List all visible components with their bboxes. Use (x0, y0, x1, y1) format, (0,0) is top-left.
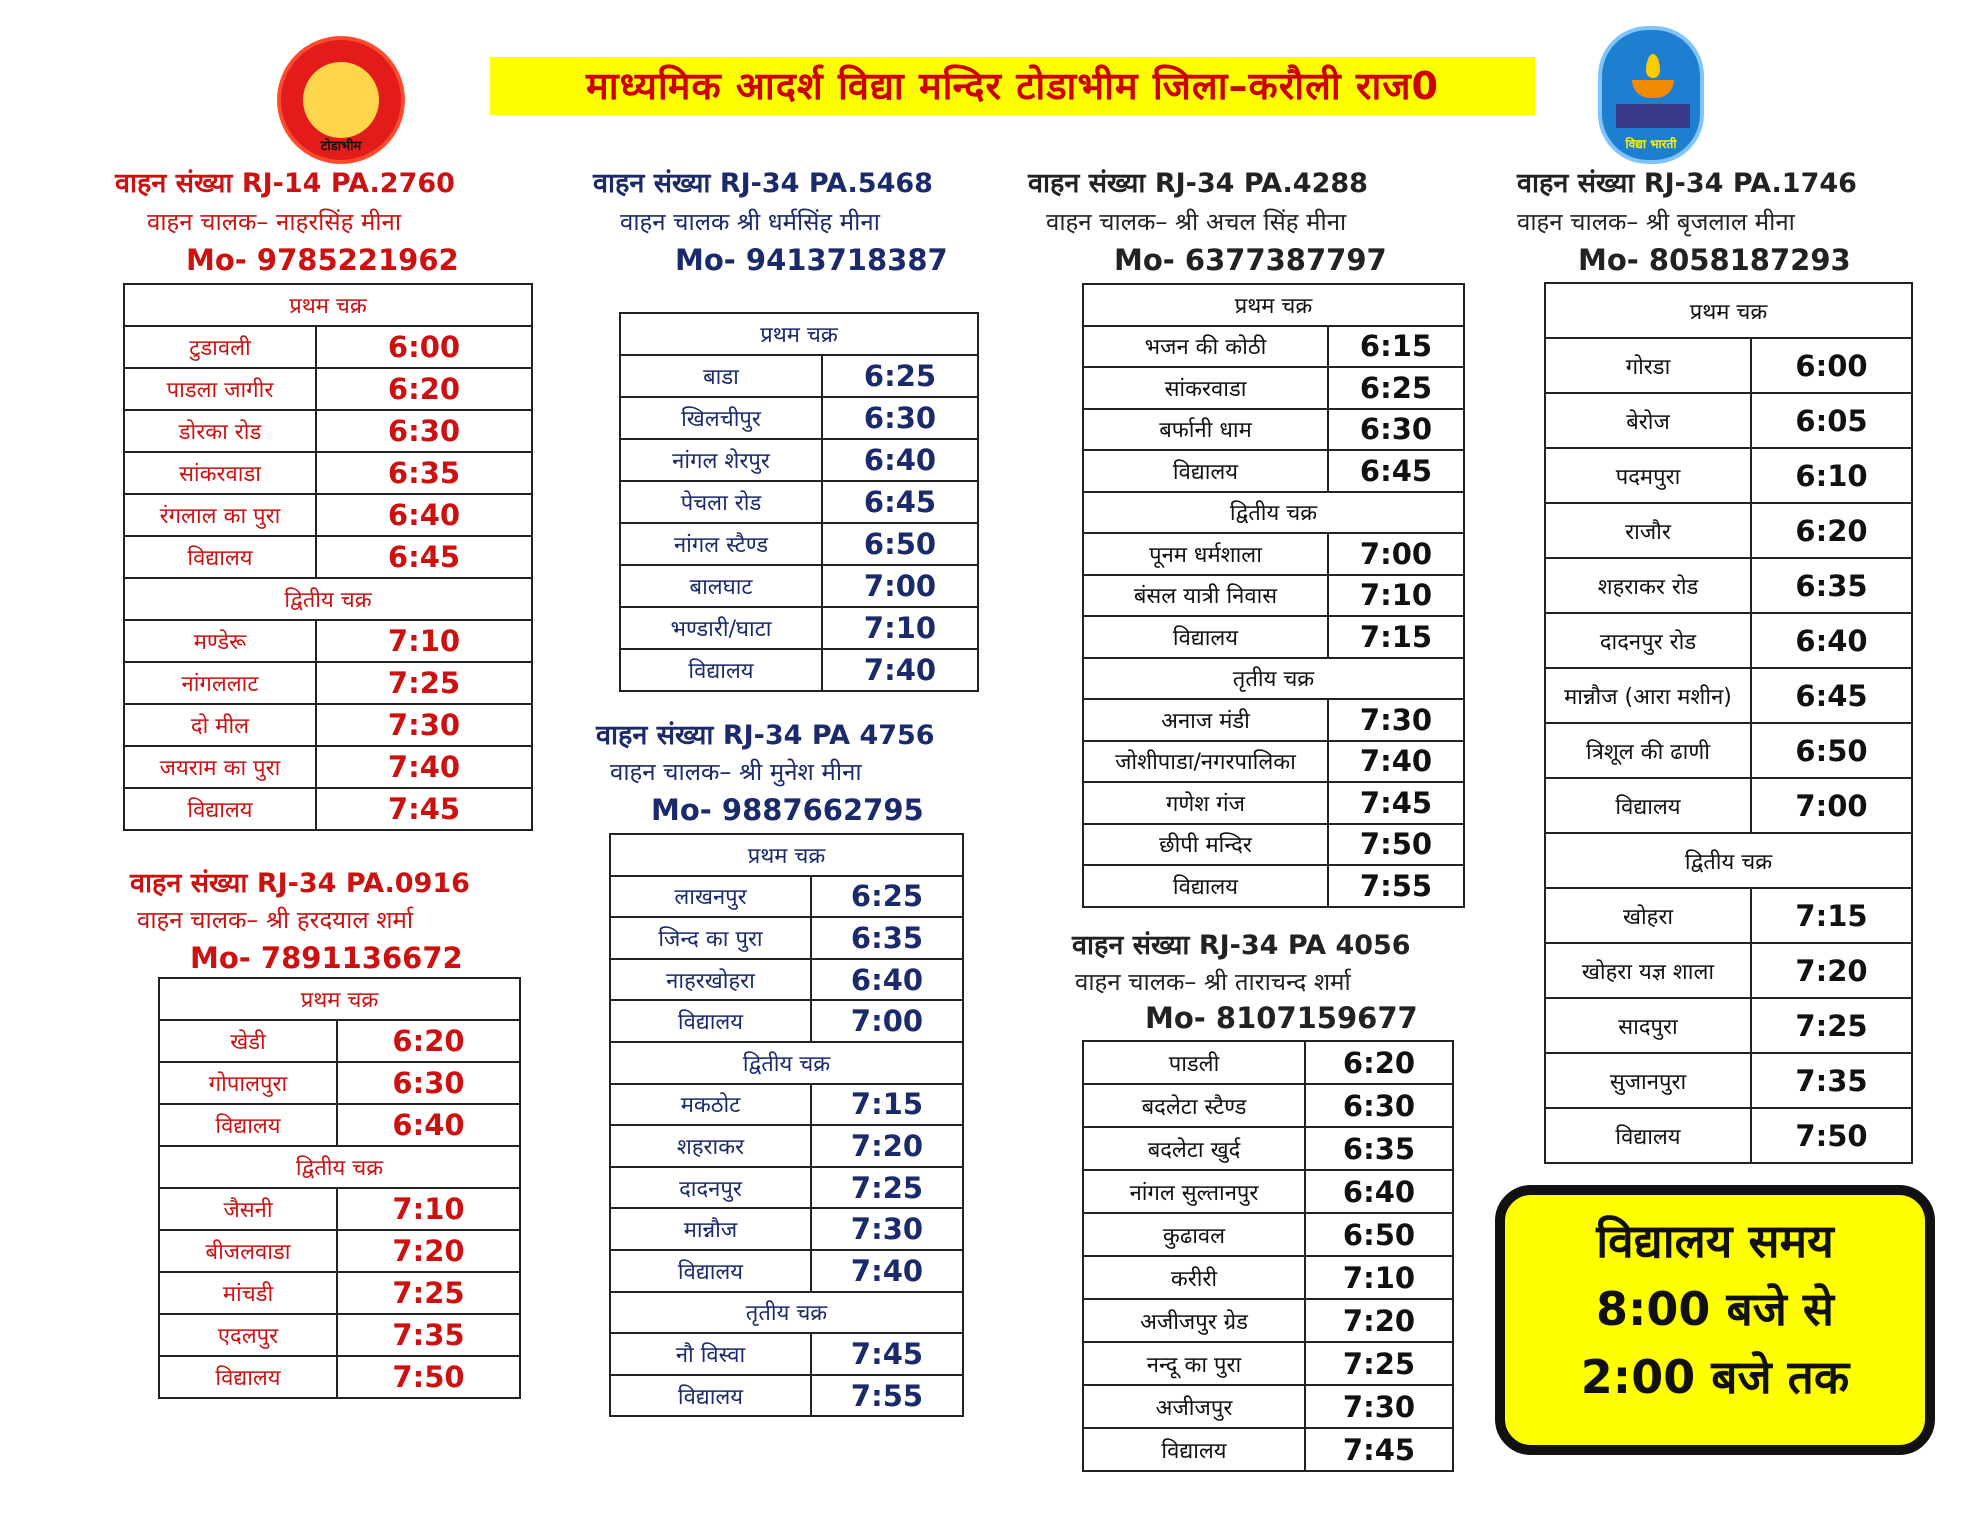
stop-time: 6:30 (822, 397, 978, 439)
table-row (124, 788, 532, 830)
table-row (1083, 1127, 1453, 1170)
table-row (1083, 824, 1464, 866)
stop-name: सुजानपुरा (1545, 1053, 1751, 1108)
route-table (1544, 282, 1913, 1164)
stop-name: खिलचीपुर (620, 397, 822, 439)
section-label: द्वितीय चक्र (1083, 492, 1464, 534)
table-row (159, 1356, 520, 1398)
stop-name: नांगललाट (124, 662, 316, 704)
table-row (159, 1230, 520, 1272)
stop-name: जोशीपाडा/नगरपालिका (1083, 741, 1328, 783)
stop-time: 6:15 (1328, 326, 1464, 368)
lamp-icon (1632, 80, 1674, 98)
stop-time: 6:35 (316, 452, 532, 494)
section-label: प्रथम चक्र (1083, 284, 1464, 326)
stop-name: अजीजपुर (1083, 1385, 1305, 1428)
route-table (619, 312, 979, 692)
section-label: द्वितीय चक्र (124, 578, 532, 620)
stop-name: जिन्द का पुरा (610, 917, 811, 959)
table-row (620, 649, 978, 691)
table-row (159, 1314, 520, 1356)
stop-time: 6:45 (1751, 668, 1912, 723)
logo-left-sub: टोडाभीम (320, 139, 362, 154)
table-row (1545, 998, 1912, 1053)
table-row (610, 1250, 963, 1292)
stop-time: 6:40 (316, 494, 532, 536)
stop-name: बदलेटा खुर्द (1083, 1127, 1305, 1170)
stop-time: 7:40 (316, 746, 532, 788)
vehicle-number: वाहन संख्या RJ-14 PA.2760 (115, 168, 455, 199)
stop-name: सादपुरा (1545, 998, 1751, 1053)
table-row (620, 565, 978, 607)
stop-time: 6:25 (1328, 367, 1464, 409)
logo-emblem (303, 62, 379, 138)
stop-time: 7:20 (337, 1230, 520, 1272)
stop-name: विद्यालय (1545, 778, 1751, 833)
section-row (124, 284, 532, 326)
stop-time: 7:45 (316, 788, 532, 830)
table-row (1545, 448, 1912, 503)
stop-time: 6:50 (1305, 1213, 1453, 1256)
vehicle-mobile: Mo- 9785221962 (186, 243, 459, 277)
table-row (124, 452, 532, 494)
section-label: प्रथम चक्र (610, 834, 963, 876)
stop-time: 6:00 (316, 326, 532, 368)
stop-name: दो मील (124, 704, 316, 746)
vehicle-driver: वाहन चालक– श्री अचल सिंह मीना (1046, 208, 1347, 236)
table-row (610, 1375, 963, 1417)
stop-name: विद्यालय (159, 1356, 337, 1398)
table-row (620, 481, 978, 523)
vehicle-driver: वाहन चालक– श्री ताराचन्द शर्मा (1075, 968, 1351, 996)
table-row (124, 662, 532, 704)
vehicle-driver: वाहन चालक– श्री बृजलाल मीना (1517, 208, 1795, 236)
stop-name: बाडा (620, 355, 822, 397)
stop-name: करीरी (1083, 1256, 1305, 1299)
stop-name: शहराकर रोड (1545, 558, 1751, 613)
table-row (1083, 450, 1464, 492)
section-label: तृतीय चक्र (1083, 658, 1464, 700)
table-row (1083, 1385, 1453, 1428)
stop-time: 6:30 (316, 410, 532, 452)
stop-name: विद्यालय (1545, 1108, 1751, 1163)
table-row (124, 368, 532, 410)
stop-name: विद्यालय (620, 649, 822, 691)
section-row (1083, 492, 1464, 534)
table-row (1545, 778, 1912, 833)
table-row (1545, 943, 1912, 998)
stop-name: नाहरखोहरा (610, 959, 811, 1001)
stop-time: 6:35 (1305, 1127, 1453, 1170)
table-row (610, 917, 963, 959)
table-row (1083, 741, 1464, 783)
section-label: तृतीय चक्र (610, 1292, 963, 1334)
school-timing-end: 2:00 बजे तक (1580, 1350, 1850, 1404)
stop-name: खेडी (159, 1020, 337, 1062)
vehicle-mobile: Mo- 7891136672 (190, 941, 463, 975)
table-row (620, 355, 978, 397)
table-row (1545, 613, 1912, 668)
section-label: द्वितीय चक्र (610, 1042, 963, 1084)
stop-time: 6:45 (316, 536, 532, 578)
stop-time: 7:55 (1328, 865, 1464, 907)
stop-name: पाडला जागीर (124, 368, 316, 410)
stop-name: विद्यालय (610, 1000, 811, 1042)
table-row (610, 1167, 963, 1209)
section-row (1545, 283, 1912, 338)
table-row (1545, 393, 1912, 448)
lamp-flame-icon (1646, 54, 1660, 78)
stop-time: 6:35 (1751, 558, 1912, 613)
stop-name: मान्नौज (610, 1208, 811, 1250)
table-row (1083, 699, 1464, 741)
stop-time: 7:25 (316, 662, 532, 704)
table-row (610, 959, 963, 1001)
stop-time: 7:10 (316, 620, 532, 662)
stop-time: 6:40 (822, 439, 978, 481)
table-row (1545, 723, 1912, 778)
table-row (124, 410, 532, 452)
stop-time: 6:45 (1328, 450, 1464, 492)
stop-time: 7:55 (811, 1375, 963, 1417)
section-row (124, 578, 532, 620)
stop-name: विद्यालय (610, 1250, 811, 1292)
table-row (1083, 782, 1464, 824)
section-row (610, 1292, 963, 1334)
stop-time: 7:15 (1751, 888, 1912, 943)
table-row (610, 1208, 963, 1250)
table-row (1083, 865, 1464, 907)
stop-time: 6:35 (811, 917, 963, 959)
route-table (1082, 1040, 1454, 1472)
table-row (1545, 1053, 1912, 1108)
stop-time: 6:40 (1751, 613, 1912, 668)
table-row (1083, 616, 1464, 658)
stop-time: 6:20 (1751, 503, 1912, 558)
stop-time: 7:40 (1328, 741, 1464, 783)
stop-time: 7:30 (811, 1208, 963, 1250)
stop-name: त्रिशूल की ढाणी (1545, 723, 1751, 778)
vehicle-mobile: Mo- 8107159677 (1145, 1001, 1418, 1035)
stop-name: बर्फानी धाम (1083, 409, 1328, 451)
section-label: प्रथम चक्र (159, 978, 520, 1020)
stop-time: 7:45 (1328, 782, 1464, 824)
stop-name: मांचडी (159, 1272, 337, 1314)
vehicle-mobile: Mo- 8058187293 (1578, 243, 1851, 277)
stop-name: कुढावल (1083, 1213, 1305, 1256)
stop-name: खोहरा (1545, 888, 1751, 943)
stop-name: राजौर (1545, 503, 1751, 558)
school-timing-title: विद्यालय समय (1596, 1214, 1834, 1268)
table-row (1083, 1256, 1453, 1299)
table-row (1083, 1084, 1453, 1127)
stop-time: 7:25 (337, 1272, 520, 1314)
table-row (124, 326, 532, 368)
table-row (1083, 575, 1464, 617)
stop-time: 7:30 (1305, 1385, 1453, 1428)
vehicle-driver: वाहन चालक– नाहरसिंह मीना (147, 208, 402, 236)
vehicle-driver: वाहन चालक– श्री हरदयाल शर्मा (137, 906, 414, 934)
stop-time: 6:40 (811, 959, 963, 1001)
vehicle-driver: वाहन चालक श्री धर्मसिंह मीना (620, 208, 880, 236)
stop-time: 7:50 (1751, 1108, 1912, 1163)
stop-name: एदलपुर (159, 1314, 337, 1356)
stop-time: 6:25 (811, 876, 963, 918)
vehicle-mobile: Mo- 9887662795 (651, 793, 924, 827)
stop-name: विद्यालय (1083, 616, 1328, 658)
section-row (159, 978, 520, 1020)
table-row (1083, 326, 1464, 368)
table-row (124, 746, 532, 788)
table-row (1545, 888, 1912, 943)
table-row (159, 1188, 520, 1230)
stop-time: 7:50 (337, 1356, 520, 1398)
stop-time: 7:35 (1751, 1053, 1912, 1108)
stop-time: 7:25 (811, 1167, 963, 1209)
stop-name: पदमपुरा (1545, 448, 1751, 503)
vehicle-number: वाहन संख्या RJ-34 PA.4288 (1028, 168, 1368, 199)
stop-name: नांगल स्टैण्ड (620, 523, 822, 565)
vehicle-mobile: Mo- 6377387797 (1114, 243, 1387, 277)
table-row (124, 704, 532, 746)
stop-time: 7:20 (811, 1125, 963, 1167)
stop-time: 6:40 (1305, 1170, 1453, 1213)
stop-name: विद्यालय (610, 1375, 811, 1417)
table-row (620, 523, 978, 565)
stop-name: जयराम का पुरा (124, 746, 316, 788)
stop-name: डोरका रोड (124, 410, 316, 452)
school-timing-box (1495, 1185, 1935, 1455)
stop-time: 6:10 (1751, 448, 1912, 503)
stop-name: विद्यालय (1083, 865, 1328, 907)
section-label: द्वितीय चक्र (159, 1146, 520, 1188)
stop-name: बदलेटा स्टैण्ड (1083, 1084, 1305, 1127)
stop-time: 7:20 (1751, 943, 1912, 998)
stop-time: 6:50 (822, 523, 978, 565)
route-table (123, 283, 533, 831)
logo-right-sub: विद्या भारती (1625, 137, 1677, 151)
table-row (1545, 668, 1912, 723)
stop-name: गोपालपुरा (159, 1062, 337, 1104)
stop-name: मण्डेरू (124, 620, 316, 662)
stop-name: विद्यालय (124, 536, 316, 578)
stop-time: 7:15 (1328, 616, 1464, 658)
section-label: द्वितीय चक्र (1545, 833, 1912, 888)
school-logo-left (277, 36, 405, 164)
page-title: माध्यमिक आदर्श विद्या मन्दिर टोडाभीम जिला–करौली राज0 (490, 57, 1535, 115)
stop-time: 7:30 (1328, 699, 1464, 741)
table-row (1083, 1342, 1453, 1385)
table-row (1083, 367, 1464, 409)
stop-time: 6:40 (337, 1104, 520, 1146)
stop-name: रंगलाल का पुरा (124, 494, 316, 536)
section-row (620, 313, 978, 355)
stop-name: अजीजपुर ग्रेड (1083, 1299, 1305, 1342)
stop-name: शहराकर (610, 1125, 811, 1167)
stop-time: 7:10 (822, 607, 978, 649)
stop-name: विद्यालय (124, 788, 316, 830)
stop-name: नन्दू का पुरा (1083, 1342, 1305, 1385)
stop-time: 6:05 (1751, 393, 1912, 448)
stop-time: 7:45 (1305, 1428, 1453, 1471)
stop-time: 7:40 (822, 649, 978, 691)
table-row (1083, 1213, 1453, 1256)
table-row (620, 439, 978, 481)
stop-time: 7:35 (337, 1314, 520, 1356)
stop-time: 6:20 (316, 368, 532, 410)
route-table (609, 833, 964, 1417)
vehicle-number: वाहन संख्या RJ-34 PA 4756 (596, 720, 935, 751)
table-row (1083, 409, 1464, 451)
stop-time: 7:30 (316, 704, 532, 746)
table-row (1083, 533, 1464, 575)
vehicle-number: वाहन संख्या RJ-34 PA 4056 (1072, 930, 1411, 961)
stop-name: दादनपुर (610, 1167, 811, 1209)
section-label: प्रथम चक्र (124, 284, 532, 326)
stop-time: 6:30 (1328, 409, 1464, 451)
book-icon (1616, 104, 1690, 128)
stop-time: 7:50 (1328, 824, 1464, 866)
stop-time: 7:00 (1751, 778, 1912, 833)
stop-name: बीजलवाडा (159, 1230, 337, 1272)
stop-time: 7:45 (811, 1333, 963, 1375)
stop-time: 6:30 (337, 1062, 520, 1104)
table-row (620, 397, 978, 439)
vehicle-mobile: Mo- 9413718387 (675, 243, 948, 277)
stop-time: 7:40 (811, 1250, 963, 1292)
stop-name: लाखनपुर (610, 876, 811, 918)
table-row (1083, 1299, 1453, 1342)
stop-name: बंसल यात्री निवास (1083, 575, 1328, 617)
table-row (124, 494, 532, 536)
table-row (1083, 1428, 1453, 1471)
table-row (1083, 1041, 1453, 1084)
table-row (610, 1333, 963, 1375)
table-row (1545, 338, 1912, 393)
section-row (610, 1042, 963, 1084)
stop-time: 7:25 (1305, 1342, 1453, 1385)
stop-time: 7:25 (1751, 998, 1912, 1053)
stop-time: 7:20 (1305, 1299, 1453, 1342)
section-row (1083, 658, 1464, 700)
stop-time: 7:00 (822, 565, 978, 607)
stop-name: नांगल शेरपुर (620, 439, 822, 481)
route-table (1082, 283, 1465, 908)
stop-time: 6:30 (1305, 1084, 1453, 1127)
stop-time: 7:00 (811, 1000, 963, 1042)
stop-time: 6:45 (822, 481, 978, 523)
stop-name: छीपी मन्दिर (1083, 824, 1328, 866)
table-row (610, 1125, 963, 1167)
table-row (159, 1020, 520, 1062)
vehicle-number: वाहन संख्या RJ-34 PA.1746 (1517, 168, 1857, 199)
stop-name: दादनपुर रोड (1545, 613, 1751, 668)
stop-name: अनाज मंडी (1083, 699, 1328, 741)
stop-time: 7:10 (1328, 575, 1464, 617)
vehicle-driver: वाहन चालक– श्री मुनेश मीना (610, 758, 862, 786)
vehicle-number: वाहन संख्या RJ-34 PA.0916 (130, 868, 470, 899)
school-timing-start: 8:00 बजे से (1596, 1282, 1834, 1336)
stop-name: विद्यालय (1083, 450, 1328, 492)
section-label: प्रथम चक्र (1545, 283, 1912, 338)
table-row (124, 536, 532, 578)
table-row (1545, 1108, 1912, 1163)
section-row (159, 1146, 520, 1188)
stop-time: 6:50 (1751, 723, 1912, 778)
section-row (1545, 833, 1912, 888)
stop-name: नौ विस्वा (610, 1333, 811, 1375)
stop-time: 7:00 (1328, 533, 1464, 575)
table-row (610, 1084, 963, 1126)
stop-name: नांगल सुल्तानपुर (1083, 1170, 1305, 1213)
table-row (159, 1062, 520, 1104)
stop-name: पूनम धर्मशाला (1083, 533, 1328, 575)
stop-name: मान्नौज (आरा मशीन) (1545, 668, 1751, 723)
table-row (1545, 558, 1912, 613)
section-row (610, 834, 963, 876)
stop-name: जैसनी (159, 1188, 337, 1230)
stop-time: 6:20 (337, 1020, 520, 1062)
stop-name: सांकरवाडा (124, 452, 316, 494)
stop-time: 7:10 (337, 1188, 520, 1230)
vehicle-number: वाहन संख्या RJ-34 PA.5468 (593, 168, 933, 199)
stop-name: गोरडा (1545, 338, 1751, 393)
stop-time: 6:25 (822, 355, 978, 397)
stop-name: मकठोट (610, 1084, 811, 1126)
stop-name: सांकरवाडा (1083, 367, 1328, 409)
stop-name: गणेश गंज (1083, 782, 1328, 824)
section-row (1083, 284, 1464, 326)
table-row (620, 607, 978, 649)
table-row (124, 620, 532, 662)
stop-time: 6:20 (1305, 1041, 1453, 1084)
section-label: प्रथम चक्र (620, 313, 978, 355)
stop-name: पेचला रोड (620, 481, 822, 523)
table-row (610, 1000, 963, 1042)
stop-name: टुडावली (124, 326, 316, 368)
stop-time: 7:10 (1305, 1256, 1453, 1299)
table-row (1083, 1170, 1453, 1213)
stop-name: खोहरा यज्ञ शाला (1545, 943, 1751, 998)
stop-time: 7:15 (811, 1084, 963, 1126)
stop-name: विद्यालय (1083, 1428, 1305, 1471)
table-row (159, 1272, 520, 1314)
route-table (158, 977, 521, 1399)
stop-name: भण्डारी/घाटा (620, 607, 822, 649)
table-row (1545, 503, 1912, 558)
stop-name: भजन की कोठी (1083, 326, 1328, 368)
stop-name: बालघाट (620, 565, 822, 607)
stop-name: विद्यालय (159, 1104, 337, 1146)
table-row (610, 876, 963, 918)
stop-name: बेरोज (1545, 393, 1751, 448)
vidya-bharati-logo (1598, 26, 1704, 164)
table-row (159, 1104, 520, 1146)
stop-time: 6:00 (1751, 338, 1912, 393)
stop-name: पाडली (1083, 1041, 1305, 1084)
